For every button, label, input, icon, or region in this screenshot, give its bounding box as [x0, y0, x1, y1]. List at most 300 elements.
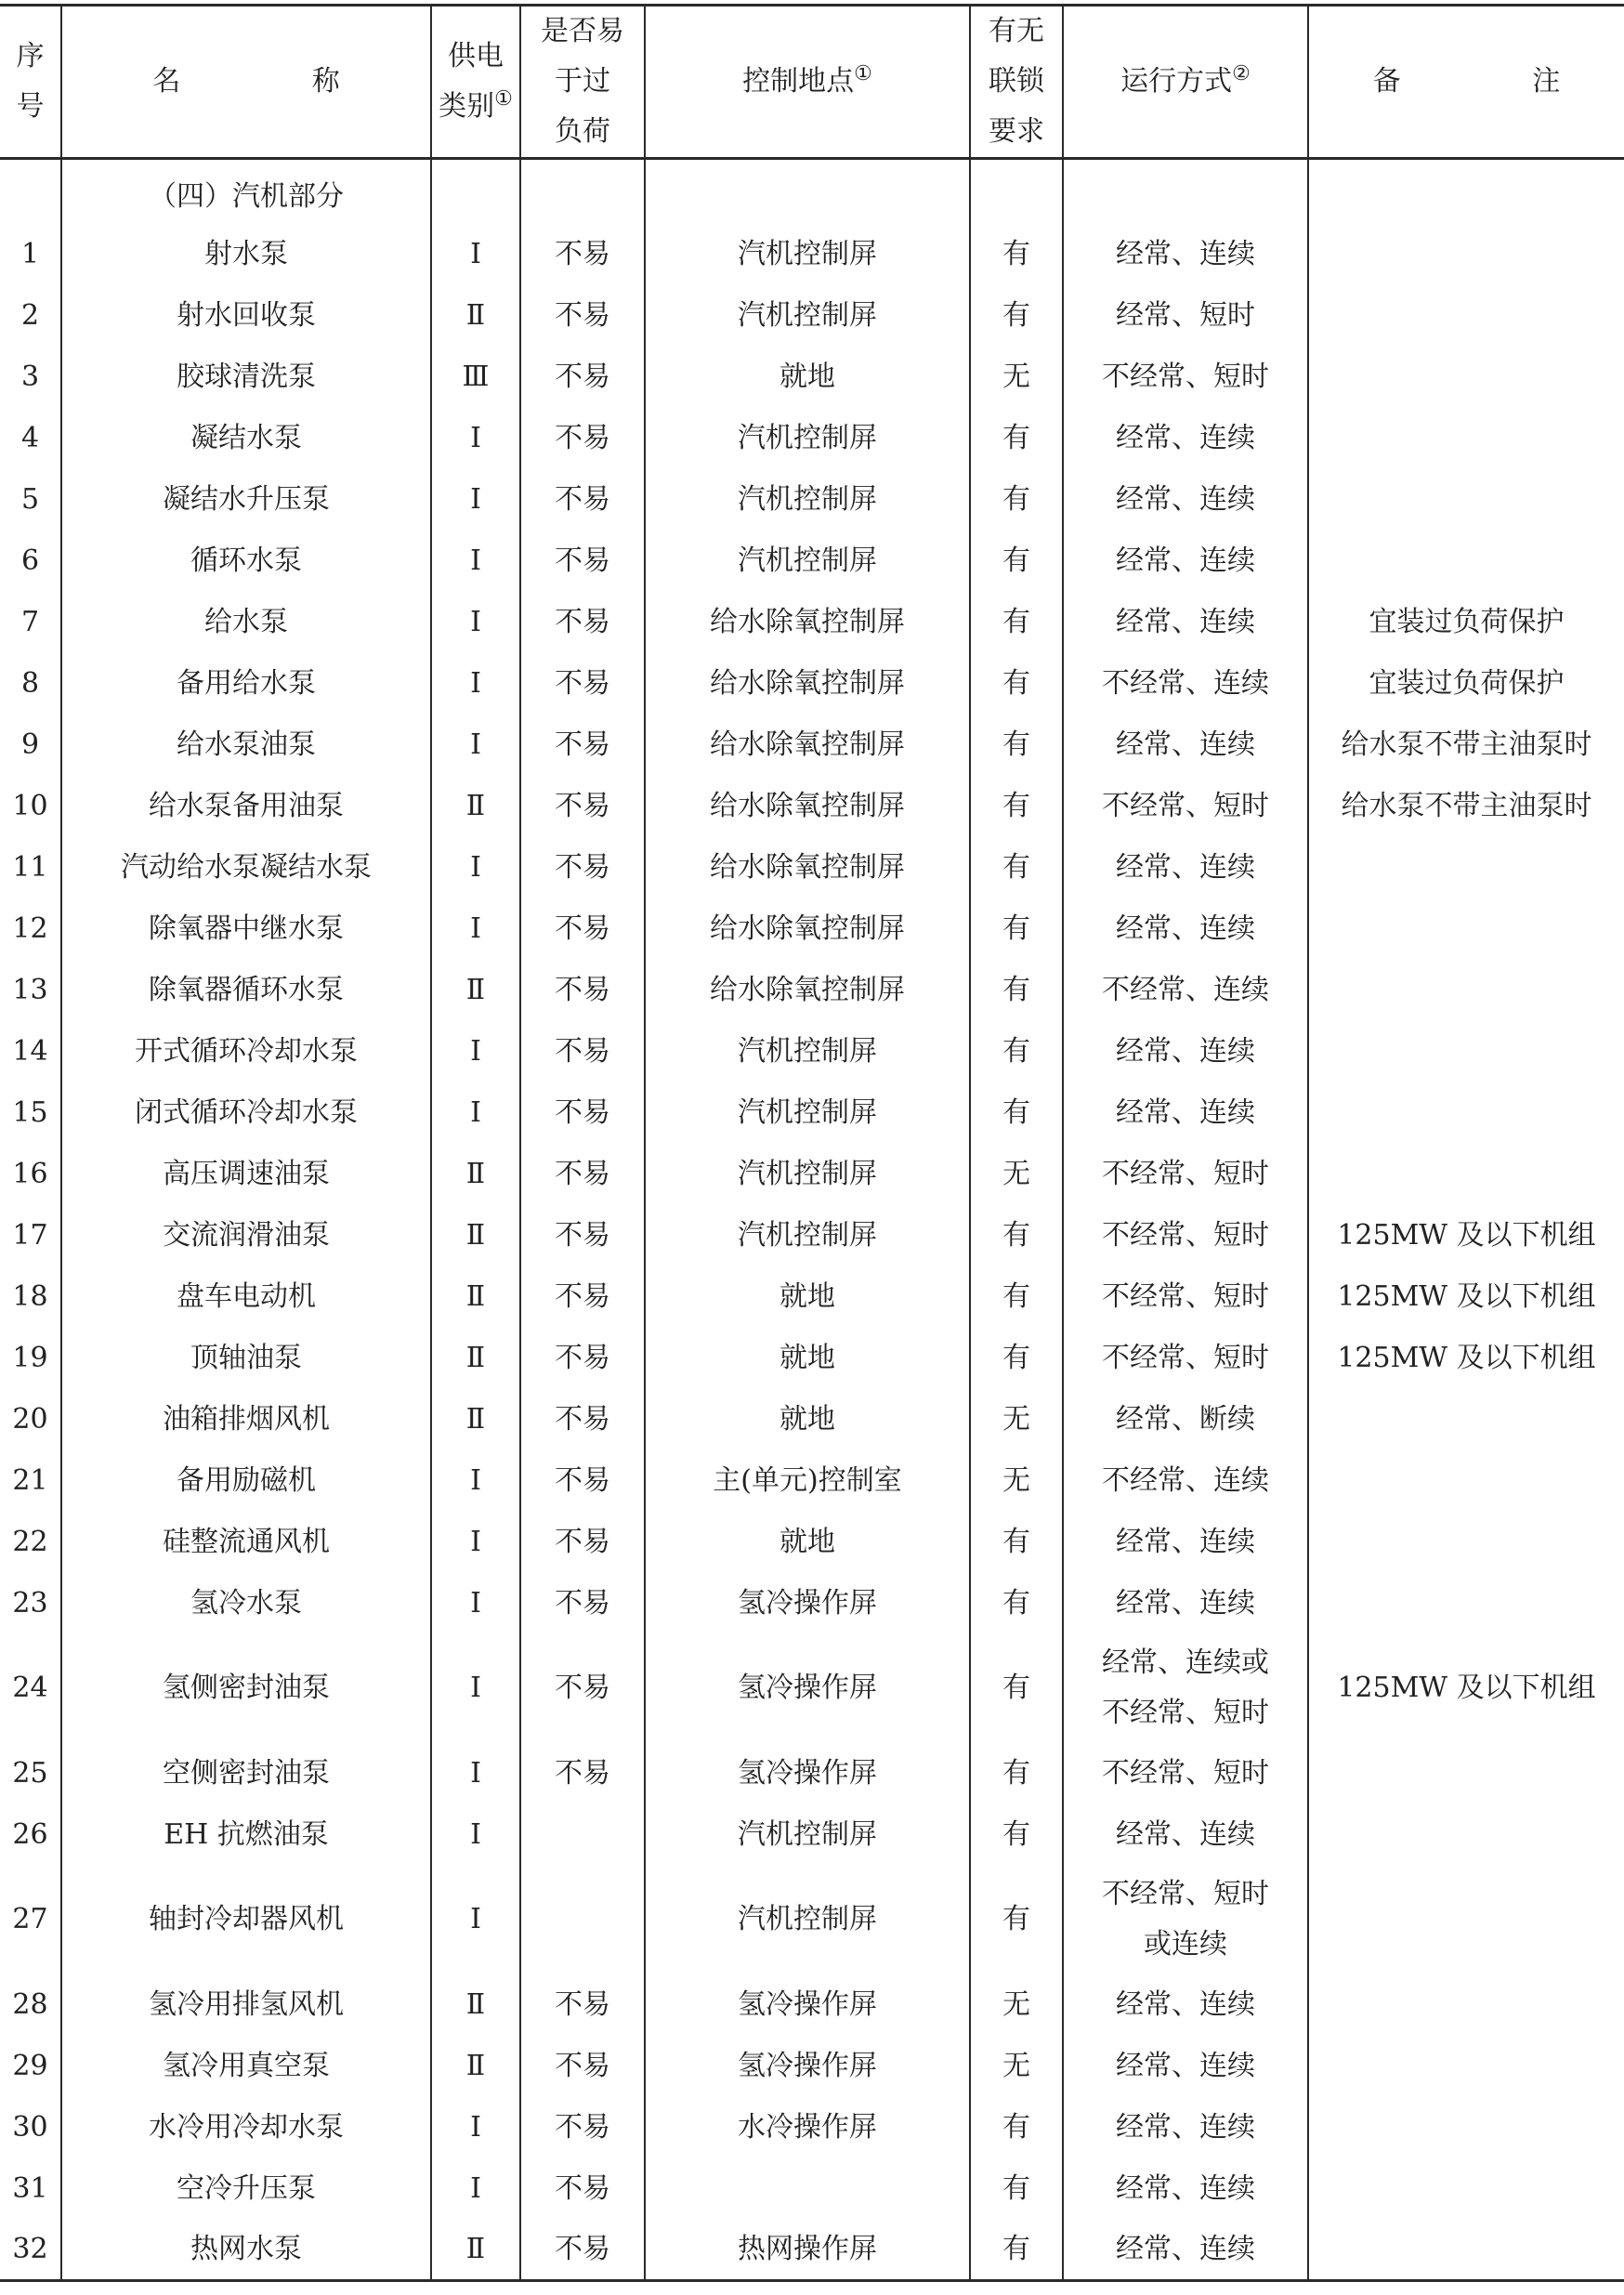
- cell-operation-mode: 经常、连续: [1063, 2220, 1308, 2281]
- header-supply-text: 类别: [439, 90, 495, 123]
- cell-seq: 3: [0, 347, 61, 408]
- header-supply-line: 供电: [448, 40, 504, 72]
- table-row: [0, 898, 1624, 960]
- table-row: [0, 1866, 1624, 1974]
- cell-remark: 宜装过负荷保护: [1308, 653, 1624, 715]
- cell-control-location: 给水除氧控制屏: [645, 898, 970, 960]
- cell-seq: 1: [0, 224, 61, 285]
- table-row: [0, 1804, 1624, 1866]
- cell-interlock: 有: [970, 1082, 1063, 1144]
- header-interlock-line: 联锁: [989, 65, 1044, 98]
- cell-control-location: 热网操作屏: [645, 2220, 970, 2281]
- header-overload: [520, 6, 645, 159]
- header-interlock-line: 要求: [989, 115, 1044, 148]
- cell-name: 油箱排烟风机: [61, 1389, 431, 1450]
- cell-interlock: 有: [970, 776, 1063, 837]
- table-header: [0, 6, 1624, 159]
- cell-name: 凝结水升压泵: [61, 469, 431, 531]
- cell-remark: 125MW 及以下机组: [1308, 1328, 1624, 1389]
- cell-supply-class: Ⅰ: [431, 1573, 520, 1634]
- cell-name: 射水回收泵: [61, 285, 431, 347]
- cell-control-location: 氢冷操作屏: [645, 2036, 970, 2097]
- cell-operation-mode: 经常、短时: [1063, 285, 1308, 347]
- cell-operation-mode: [1063, 1634, 1308, 1743]
- cell-supply-class: Ⅰ: [431, 408, 520, 469]
- cell-overload: 不易: [520, 1144, 645, 1205]
- cell-name: 空侧密封油泵: [61, 1743, 431, 1804]
- cell-name: 给水泵: [61, 592, 431, 653]
- cell-interlock: 无: [970, 2036, 1063, 2097]
- cell-operation-mode: 经常、连续: [1063, 1804, 1308, 1866]
- cell-seq: 23: [0, 1573, 61, 1634]
- cell-interlock: 有: [970, 1634, 1063, 1743]
- cell-interlock: 有: [970, 408, 1063, 469]
- cell-operation-mode: 不经常、连续: [1063, 960, 1308, 1021]
- cell-remark: [1308, 898, 1624, 960]
- cell-operation-mode: 经常、断续: [1063, 1389, 1308, 1450]
- cell-interlock: 有: [970, 592, 1063, 653]
- cell-interlock: 无: [970, 1144, 1063, 1205]
- table-row: [0, 1389, 1624, 1450]
- cell-seq: 31: [0, 2158, 61, 2220]
- cell-interlock: 有: [970, 1512, 1063, 1573]
- cell-name: 备用给水泵: [61, 653, 431, 715]
- cell-overload: 不易: [520, 1573, 645, 1634]
- cell-control-location: 水冷操作屏: [645, 2097, 970, 2158]
- cell-name: 除氧器中继水泵: [61, 898, 431, 960]
- table-row: [0, 1634, 1624, 1743]
- cell-interlock: 有: [970, 285, 1063, 347]
- table-row: [0, 715, 1624, 776]
- cell-remark: [1308, 837, 1624, 898]
- section-row: [0, 159, 1624, 224]
- cell-supply-class: Ⅱ: [431, 1144, 520, 1205]
- table-row: [0, 224, 1624, 285]
- cell-seq: 29: [0, 2036, 61, 2097]
- cell-control-location: 氢冷操作屏: [645, 1634, 970, 1743]
- cell-control-location: 汽机控制屏: [645, 1144, 970, 1205]
- header-remark-label: 备 注: [1372, 65, 1622, 98]
- cell-control-location: 给水除氧控制屏: [645, 653, 970, 715]
- cell-name: 闭式循环冷却水泵: [61, 1082, 431, 1144]
- cell-operation-mode: 经常、连续: [1063, 715, 1308, 776]
- section-cell: [645, 159, 970, 224]
- cell-supply-class: Ⅱ: [431, 285, 520, 347]
- cell-operation-mode: 经常、连续: [1063, 1021, 1308, 1082]
- cell-control-location: 给水除氧控制屏: [645, 715, 970, 776]
- table-row: [0, 2097, 1624, 2158]
- cell-interlock: 有: [970, 2097, 1063, 2158]
- cell-remark: [1308, 1512, 1624, 1573]
- cell-overload: 不易: [520, 1634, 645, 1743]
- table-row: [0, 1743, 1624, 1804]
- cell-remark: [1308, 224, 1624, 285]
- cell-remark: [1308, 347, 1624, 408]
- cell-seq: 19: [0, 1328, 61, 1389]
- table-row: [0, 776, 1624, 837]
- cell-interlock: 有: [970, 224, 1063, 285]
- cell-operation-mode: 不经常、短时: [1063, 1328, 1308, 1389]
- cell-remark: [1308, 531, 1624, 592]
- cell-overload: 不易: [520, 2158, 645, 2220]
- cell-overload: 不易: [520, 469, 645, 531]
- footnote-mark: ①: [854, 62, 872, 85]
- cell-supply-class: Ⅱ: [431, 960, 520, 1021]
- cell-remark: [1308, 1573, 1624, 1634]
- cell-control-location: [645, 2158, 970, 2220]
- cell-overload: 不易: [520, 1021, 645, 1082]
- cell-remark: [1308, 1144, 1624, 1205]
- cell-remark: [1308, 2220, 1624, 2281]
- cell-seq: 12: [0, 898, 61, 960]
- cell-name: 备用励磁机: [61, 1450, 431, 1512]
- cell-seq: 20: [0, 1389, 61, 1450]
- cell-supply-class: Ⅲ: [431, 347, 520, 408]
- cell-control-location: 给水除氧控制屏: [645, 776, 970, 837]
- cell-operation-mode: 经常、连续: [1063, 592, 1308, 653]
- cell-interlock: 有: [970, 837, 1063, 898]
- cell-name: 热网水泵: [61, 2220, 431, 2281]
- cell-name: 交流润滑油泵: [61, 1205, 431, 1266]
- section-cell: [1063, 159, 1308, 224]
- cell-remark: [1308, 1804, 1624, 1866]
- cell-interlock: 有: [970, 1266, 1063, 1328]
- cell-overload: 不易: [520, 1082, 645, 1144]
- cell-remark: [1308, 1974, 1624, 2036]
- table-row: [0, 2036, 1624, 2097]
- cell-seq: 7: [0, 592, 61, 653]
- cell-overload: 不易: [520, 653, 645, 715]
- cell-control-location: 氢冷操作屏: [645, 1573, 970, 1634]
- cell-overload: 不易: [520, 347, 645, 408]
- cell-interlock: 有: [970, 715, 1063, 776]
- cell-seq: 27: [0, 1866, 61, 1974]
- table-row: [0, 1974, 1624, 2036]
- cell-remark: [1308, 1389, 1624, 1450]
- cell-name: 轴封冷却器风机: [61, 1866, 431, 1974]
- cell-control-location: 汽机控制屏: [645, 531, 970, 592]
- operation-mode-line: 不经常、短时: [1102, 1878, 1269, 1910]
- cell-supply-class: Ⅰ: [431, 2097, 520, 2158]
- table-row: [0, 285, 1624, 347]
- cell-remark: [1308, 285, 1624, 347]
- cell-name: 氢侧密封油泵: [61, 1634, 431, 1743]
- cell-interlock: 有: [970, 1205, 1063, 1266]
- cell-supply-class: Ⅰ: [431, 2158, 520, 2220]
- cell-interlock: 有: [970, 1328, 1063, 1389]
- cell-remark: [1308, 1082, 1624, 1144]
- cell-seq: 22: [0, 1512, 61, 1573]
- cell-name: 凝结水泵: [61, 408, 431, 469]
- cell-control-location: 就地: [645, 1389, 970, 1450]
- cell-supply-class: Ⅰ: [431, 224, 520, 285]
- cell-control-location: 汽机控制屏: [645, 469, 970, 531]
- header-control-location: [645, 6, 970, 159]
- cell-operation-mode: 经常、连续: [1063, 1512, 1308, 1573]
- cell-supply-class: Ⅱ: [431, 2036, 520, 2097]
- cell-operation-mode: 经常、连续: [1063, 531, 1308, 592]
- section-title: （四）汽机部分: [61, 159, 431, 224]
- cell-remark: [1308, 1450, 1624, 1512]
- cell-name: 循环水泵: [61, 531, 431, 592]
- cell-seq: 16: [0, 1144, 61, 1205]
- table-row: [0, 592, 1624, 653]
- cell-name: 给水泵油泵: [61, 715, 431, 776]
- header-remark: [1308, 6, 1624, 159]
- cell-overload: 不易: [520, 2220, 645, 2281]
- cell-remark: [1308, 1021, 1624, 1082]
- section-cell-seq: [0, 159, 61, 224]
- cell-seq: 28: [0, 1974, 61, 2036]
- cell-supply-class: Ⅱ: [431, 776, 520, 837]
- cell-supply-class: Ⅰ: [431, 1450, 520, 1512]
- table-row: [0, 531, 1624, 592]
- cell-name: 给水泵备用油泵: [61, 776, 431, 837]
- cell-name: 氢冷用排氢风机: [61, 1974, 431, 2036]
- header-mode-text: 运行方式: [1120, 65, 1233, 98]
- cell-control-location: 就地: [645, 1512, 970, 1573]
- cell-supply-class: Ⅰ: [431, 469, 520, 531]
- header-seq: [0, 6, 61, 159]
- cell-control-location: 汽机控制屏: [645, 285, 970, 347]
- section-cell: [970, 159, 1063, 224]
- cell-name: 除氧器循环水泵: [61, 960, 431, 1021]
- cell-seq: 30: [0, 2097, 61, 2158]
- cell-overload: 不易: [520, 592, 645, 653]
- table-body: [0, 159, 1624, 2281]
- cell-overload: 不易: [520, 1389, 645, 1450]
- header-supply-class: [431, 6, 520, 159]
- cell-operation-mode: 经常、连续: [1063, 837, 1308, 898]
- cell-interlock: 有: [970, 2220, 1063, 2281]
- header-operation-mode: [1063, 6, 1308, 159]
- header-name: [61, 6, 431, 159]
- operation-mode-line: 不经常、短时: [1102, 1697, 1269, 1729]
- cell-control-location: 汽机控制屏: [645, 224, 970, 285]
- cell-interlock: 有: [970, 1573, 1063, 1634]
- cell-interlock: 有: [970, 960, 1063, 1021]
- cell-interlock: 有: [970, 898, 1063, 960]
- cell-overload: 不易: [520, 2036, 645, 2097]
- cell-overload: 不易: [520, 1266, 645, 1328]
- cell-operation-mode: 不经常、连续: [1063, 1450, 1308, 1512]
- cell-overload: 不易: [520, 1328, 645, 1389]
- cell-seq: 18: [0, 1266, 61, 1328]
- cell-interlock: 无: [970, 1389, 1063, 1450]
- cell-control-location: 汽机控制屏: [645, 1804, 970, 1866]
- cell-interlock: 有: [970, 531, 1063, 592]
- cell-remark: [1308, 469, 1624, 531]
- header-row: [0, 6, 1624, 159]
- cell-seq: 10: [0, 776, 61, 837]
- cell-supply-class: Ⅰ: [431, 1082, 520, 1144]
- table-row: [0, 960, 1624, 1021]
- section-cell: [520, 159, 645, 224]
- table-row: [0, 1512, 1624, 1573]
- cell-control-location: 汽机控制屏: [645, 408, 970, 469]
- cell-interlock: 有: [970, 2158, 1063, 2220]
- cell-remark: [1308, 2097, 1624, 2158]
- cell-remark: 给水泵不带主油泵时: [1308, 776, 1624, 837]
- cell-control-location: 氢冷操作屏: [645, 1743, 970, 1804]
- cell-supply-class: Ⅰ: [431, 1866, 520, 1974]
- cell-control-location: 汽机控制屏: [645, 1205, 970, 1266]
- cell-operation-mode: 不经常、短时: [1063, 1743, 1308, 1804]
- cell-supply-class: Ⅰ: [431, 1021, 520, 1082]
- cell-remark: [1308, 960, 1624, 1021]
- cell-operation-mode: 不经常、短时: [1063, 347, 1308, 408]
- section-cell: [431, 159, 520, 224]
- cell-seq: 2: [0, 285, 61, 347]
- cell-remark: 125MW 及以下机组: [1308, 1266, 1624, 1328]
- cell-supply-class: Ⅱ: [431, 1205, 520, 1266]
- cell-name: 空冷升压泵: [61, 2158, 431, 2220]
- cell-operation-mode: 不经常、短时: [1063, 1266, 1308, 1328]
- table-row: [0, 1021, 1624, 1082]
- cell-remark: [1308, 2158, 1624, 2220]
- cell-overload: 不易: [520, 1205, 645, 1266]
- cell-remark: [1308, 1866, 1624, 1974]
- cell-operation-mode: 经常、连续: [1063, 1573, 1308, 1634]
- cell-supply-class: Ⅰ: [431, 898, 520, 960]
- cell-overload: 不易: [520, 1450, 645, 1512]
- cell-seq: 17: [0, 1205, 61, 1266]
- table-row: [0, 1450, 1624, 1512]
- table-row: [0, 1205, 1624, 1266]
- cell-control-location: 汽机控制屏: [645, 1866, 970, 1974]
- cell-overload: 不易: [520, 715, 645, 776]
- cell-name: 盘车电动机: [61, 1266, 431, 1328]
- cell-seq: 11: [0, 837, 61, 898]
- header-interlock: [970, 6, 1063, 159]
- cell-control-location: 给水除氧控制屏: [645, 592, 970, 653]
- cell-overload: 不易: [520, 960, 645, 1021]
- cell-seq: 5: [0, 469, 61, 531]
- cell-interlock: 有: [970, 469, 1063, 531]
- equipment-table: [0, 4, 1624, 2282]
- cell-control-location: 汽机控制屏: [645, 1021, 970, 1082]
- cell-supply-class: Ⅰ: [431, 1512, 520, 1573]
- cell-overload: 不易: [520, 408, 645, 469]
- cell-seq: 25: [0, 1743, 61, 1804]
- cell-name: 胶球清洗泵: [61, 347, 431, 408]
- cell-remark: [1308, 2036, 1624, 2097]
- cell-supply-class: Ⅰ: [431, 1634, 520, 1743]
- cell-seq: 26: [0, 1804, 61, 1866]
- table-row: [0, 1266, 1624, 1328]
- cell-overload: 不易: [520, 1743, 645, 1804]
- cell-operation-mode: 经常、连续: [1063, 1974, 1308, 2036]
- cell-name: 氢冷用真空泵: [61, 2036, 431, 2097]
- cell-remark: 125MW 及以下机组: [1308, 1205, 1624, 1266]
- cell-seq: 6: [0, 531, 61, 592]
- cell-interlock: 有: [970, 1743, 1063, 1804]
- cell-control-location: 主(单元)控制室: [645, 1450, 970, 1512]
- cell-interlock: 无: [970, 347, 1063, 408]
- header-supply-line: [432, 82, 519, 132]
- table-row: [0, 2158, 1624, 2220]
- cell-overload: 不易: [520, 776, 645, 837]
- cell-interlock: 有: [970, 653, 1063, 715]
- cell-remark: 宜装过负荷保护: [1308, 592, 1624, 653]
- cell-overload: [520, 1804, 645, 1866]
- header-control-text: 控制地点: [742, 65, 855, 98]
- cell-seq: 13: [0, 960, 61, 1021]
- cell-seq: 8: [0, 653, 61, 715]
- cell-control-location: 给水除氧控制屏: [645, 837, 970, 898]
- cell-name: 高压调速油泵: [61, 1144, 431, 1205]
- header-overload-line: 负荷: [555, 115, 610, 148]
- table-row: [0, 408, 1624, 469]
- cell-operation-mode: 经常、连续: [1063, 408, 1308, 469]
- cell-name: 顶轴油泵: [61, 1328, 431, 1389]
- cell-overload: 不易: [520, 2097, 645, 2158]
- header-overload-line: 于过: [555, 65, 610, 98]
- cell-supply-class: Ⅰ: [431, 1804, 520, 1866]
- cell-interlock: 有: [970, 1866, 1063, 1974]
- cell-interlock: 有: [970, 1021, 1063, 1082]
- cell-operation-mode: 经常、连续: [1063, 2097, 1308, 2158]
- cell-supply-class: Ⅰ: [431, 592, 520, 653]
- cell-name: 水冷用冷却水泵: [61, 2097, 431, 2158]
- cell-control-location: 就地: [645, 1328, 970, 1389]
- cell-control-location: 就地: [645, 1266, 970, 1328]
- cell-overload: 不易: [520, 1512, 645, 1573]
- table-row: [0, 1573, 1624, 1634]
- table-row: [0, 653, 1624, 715]
- cell-name: 汽动给水泵凝结水泵: [61, 837, 431, 898]
- footnote-mark: ①: [494, 87, 513, 111]
- cell-operation-mode: [1063, 1866, 1308, 1974]
- cell-remark: 给水泵不带主油泵时: [1308, 715, 1624, 776]
- table-row: [0, 2220, 1624, 2281]
- cell-interlock: 无: [970, 1974, 1063, 2036]
- section-cell: [1308, 159, 1624, 224]
- cell-name: 射水泵: [61, 224, 431, 285]
- cell-remark: [1308, 408, 1624, 469]
- cell-overload: 不易: [520, 224, 645, 285]
- cell-supply-class: Ⅰ: [431, 837, 520, 898]
- cell-seq: 15: [0, 1082, 61, 1144]
- cell-supply-class: Ⅰ: [431, 531, 520, 592]
- footnote-mark: ②: [1232, 62, 1251, 85]
- cell-operation-mode: 不经常、连续: [1063, 653, 1308, 715]
- cell-operation-mode: 经常、连续: [1063, 2036, 1308, 2097]
- cell-operation-mode: 经常、连续: [1063, 469, 1308, 531]
- header-seq-line: 序: [16, 40, 45, 72]
- cell-name: EH 抗燃油泵: [61, 1804, 431, 1866]
- cell-seq: 32: [0, 2220, 61, 2281]
- cell-operation-mode: 不经常、短时: [1063, 1205, 1308, 1266]
- cell-operation-mode: 经常、连续: [1063, 2158, 1308, 2220]
- cell-name: 氢冷水泵: [61, 1573, 431, 1634]
- header-seq-line: 号: [16, 90, 45, 123]
- cell-name: 硅整流通风机: [61, 1512, 431, 1573]
- table-row: [0, 1082, 1624, 1144]
- cell-control-location: 氢冷操作屏: [645, 1974, 970, 2036]
- table-row: [0, 1328, 1624, 1389]
- cell-seq: 24: [0, 1634, 61, 1743]
- cell-supply-class: Ⅰ: [431, 653, 520, 715]
- cell-control-location: 就地: [645, 347, 970, 408]
- header-name-label: 名 称: [152, 65, 401, 98]
- header-interlock-line: 有无: [989, 15, 1044, 47]
- cell-overload: 不易: [520, 285, 645, 347]
- cell-remark: 125MW 及以下机组: [1308, 1634, 1624, 1743]
- cell-seq: 21: [0, 1450, 61, 1512]
- cell-interlock: 无: [970, 1450, 1063, 1512]
- cell-supply-class: Ⅱ: [431, 1974, 520, 2036]
